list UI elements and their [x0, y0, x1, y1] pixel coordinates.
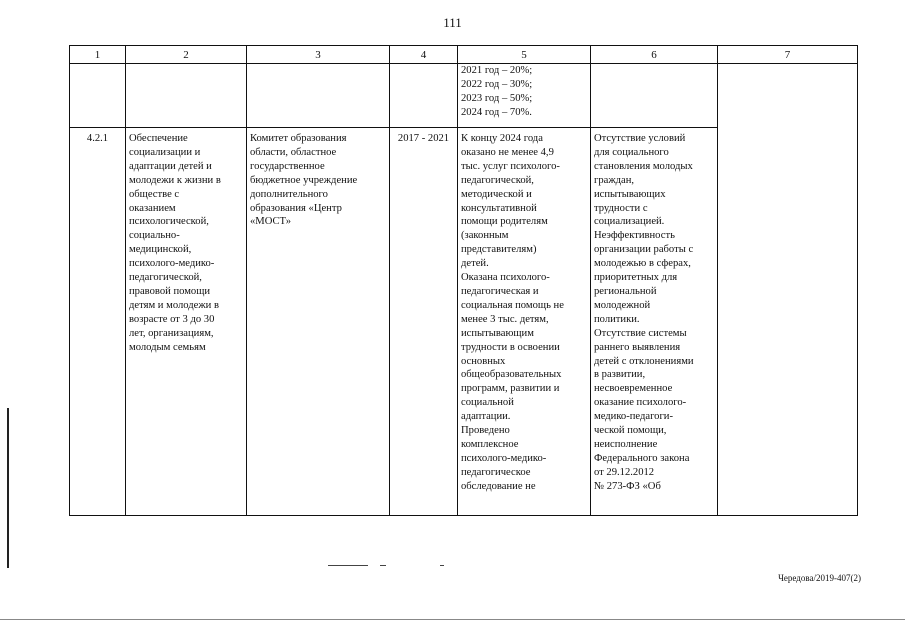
row2-consequences: Отсутствие условий для социального становления молодых граждан, испытывающих трудности с социализацией. Неэффективность организации работы с молодежью в сферах, приоритетных для региональной молодежной политики. Отсутствие системы раннего выявления детей с отклонениями в развитии, несвоевременное оказание психолого- медико-педагоги- ческой помощи, неисполнение Федерального закона от 29.12.2012 № 273-ФЗ «Об	[591, 128, 718, 516]
row1-executor	[247, 64, 390, 128]
column-header-7: 7	[718, 46, 858, 64]
row1-consequences	[591, 64, 718, 128]
column-header-2: 2	[126, 46, 247, 64]
column-header-5: 5	[458, 46, 591, 64]
header-row	[70, 46, 858, 64]
column-header-1: 1	[70, 46, 126, 64]
page-number: 111	[443, 15, 462, 30]
column-header-4: 4	[390, 46, 458, 64]
column-header-6: 6	[591, 46, 718, 64]
row1-period	[390, 64, 458, 128]
program-table	[69, 45, 858, 516]
column-header-3: 3	[247, 46, 390, 64]
table-row	[70, 64, 858, 128]
row1-number	[70, 64, 126, 128]
scan-artifact-line	[0, 619, 905, 620]
row2-result: К концу 2024 года оказано не менее 4,9 тыс. услуг психолого- педагогической, методической и консультативной помощи родителям (законным представителям) детей. Оказана психолого- педагогическая и социальная помощь не менее 3 тыс. детям, испытывающим трудности в освоении основных общеобразовательных программ, развитии и социальной адаптации. Проведено комплексное психолого-медико- педагогическое обследование не	[458, 128, 591, 516]
row2-period: 2017 - 2021	[390, 128, 458, 516]
scan-artifact-line	[328, 565, 368, 566]
row2-executor: Комитет образования области, областное государственное бюджетное учреждение дополнительного образования «Центр «МОСТ»	[247, 128, 390, 516]
scan-artifact-line	[380, 565, 386, 566]
row1-result: 2021 год – 20%; 2022 год – 30%; 2023 год – 50%; 2024 год – 70%.	[458, 64, 591, 128]
row2-number: 4.2.1	[70, 128, 126, 516]
row1-activity	[126, 64, 247, 128]
document-code: Чередова/2019-407(2)	[778, 573, 861, 583]
row1-extra	[718, 64, 858, 516]
row2-activity: Обеспечение социализации и адаптации детей и молодежи к жизни в обществе с оказанием психологической, социально- медицинской, психолого-медико- педагогической, правовой помощи детям и молодежи в возрасте от 3 до 30 лет, организациям, молодым семьям	[126, 128, 247, 516]
scan-margin-mark	[7, 408, 9, 568]
scan-artifact-line	[440, 565, 444, 566]
